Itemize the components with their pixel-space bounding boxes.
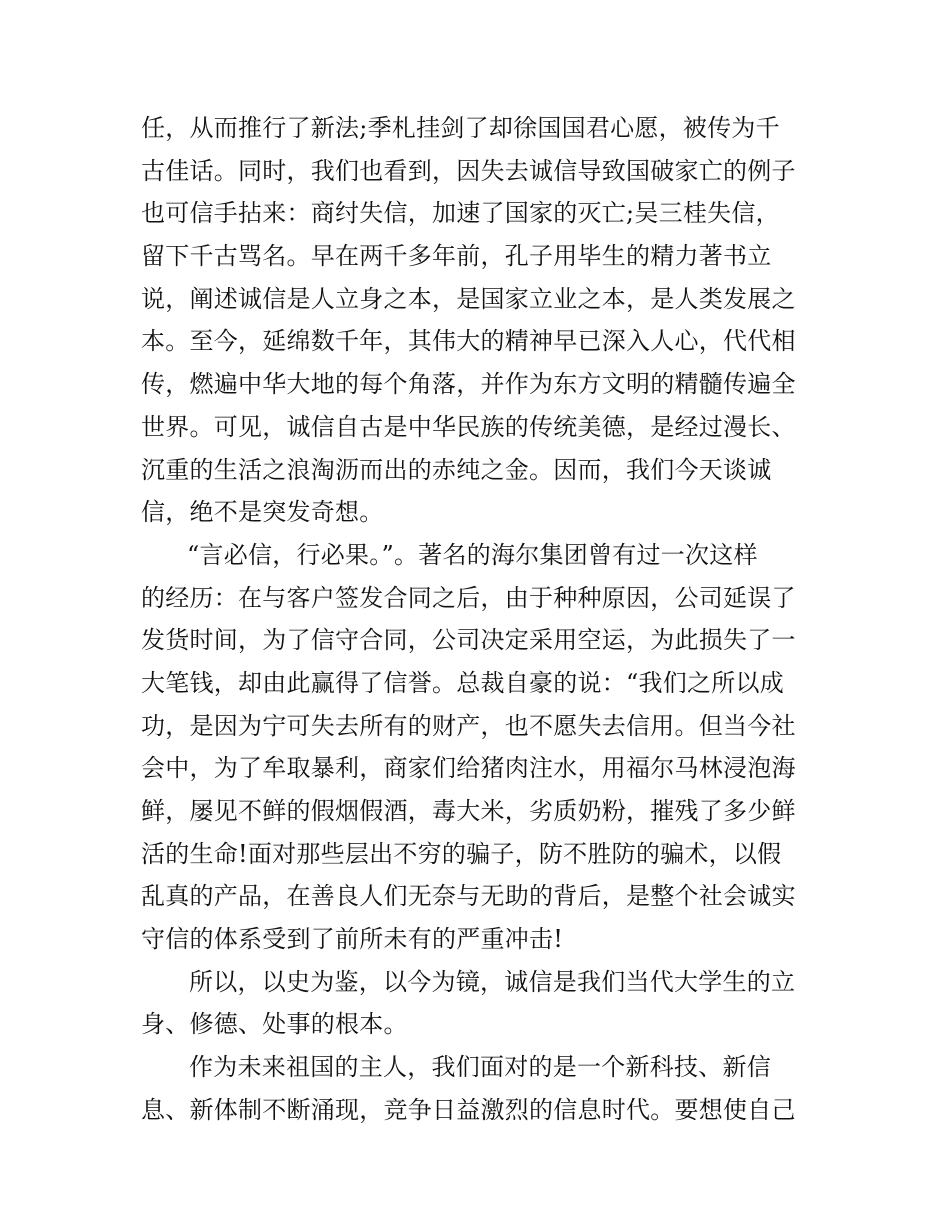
text-line: “言必信，行必果。”。著名的海尔集团曾有过一次这样	[187, 540, 758, 569]
text-line: 鲜，屡见不鲜的假烟假酒，毒大米，劣质奶粉，摧残了多少鲜	[141, 797, 796, 825]
paragraph-2	[141, 534, 815, 961]
text-line: 世界。可见，诚信自古是中华民族的传统美德，是经过漫长、	[141, 412, 796, 441]
text-line: 守信的体系受到了前所未有的严重冲击!	[141, 925, 564, 954]
text-line: 大笔钱，却由此赢得了信誉。总裁自豪的说：“我们之所以成	[141, 668, 785, 697]
text-line: 的经历：在与客户签发合同之后，由于种种原因，公司延误了	[141, 583, 796, 612]
text-line: 作为未来祖国的主人，我们面对的是一个新科技、新信	[189, 1053, 771, 1082]
document-body	[141, 107, 815, 1132]
paragraph-1	[141, 107, 815, 534]
text-line: 说，阐述诚信是人立身之本，是国家立业之本，是人类发展之	[141, 284, 796, 313]
text-line: 也可信手拈来：商纣失信，加速了国家的灭亡;吴三桂失信，	[141, 199, 780, 228]
text-line: 古佳话。同时，我们也看到，因失去诚信导致国破家亡的例子	[141, 156, 796, 185]
text-line: 本。至今，延绵数千年，其伟大的精神早已深入人心，代代相	[141, 327, 796, 356]
text-line: 身、修德、处事的根本。	[141, 1010, 408, 1039]
paragraph-4	[141, 1046, 815, 1131]
text-line: 功，是因为宁可失去所有的财产，也不愿失去信用。但当今社	[141, 711, 796, 740]
text-line: 沉重的生活之浪淘沥而出的赤纯之金。因而，我们今天谈诚	[141, 455, 772, 484]
text-line: 乱真的产品，在善良人们无奈与无助的背后，是整个社会诚实	[141, 882, 796, 911]
text-line: 活的生命!面对那些层出不穷的骗子，防不胜防的骗术，以假	[141, 839, 782, 868]
text-line: 任，从而推行了新法;季札挂剑了却徐国国君心愿，被传为千	[141, 114, 780, 142]
text-line: 发货时间，为了信守合同，公司决定采用空运，为此损失了一	[141, 626, 796, 655]
text-line: 传，燃遍中华大地的每个角落，并作为东方文明的精髓传遍全	[141, 370, 796, 399]
text-line: 所以，以史为鉴，以今为镜，诚信是我们当代大学生的立	[189, 967, 796, 996]
text-line: 息、新体制不断涌现，竞争日益激烈的信息时代。要想使自己	[141, 1095, 796, 1124]
text-line: 留下千古骂名。早在两千多年前，孔子用毕生的精力著书立	[141, 242, 772, 271]
paragraph-3	[141, 961, 815, 1046]
text-line: 会中，为了牟取暴利，商家们给猪肉注水，用福尔马林浸泡海	[141, 754, 796, 783]
text-line: 信，绝不是突发奇想。	[141, 498, 384, 527]
